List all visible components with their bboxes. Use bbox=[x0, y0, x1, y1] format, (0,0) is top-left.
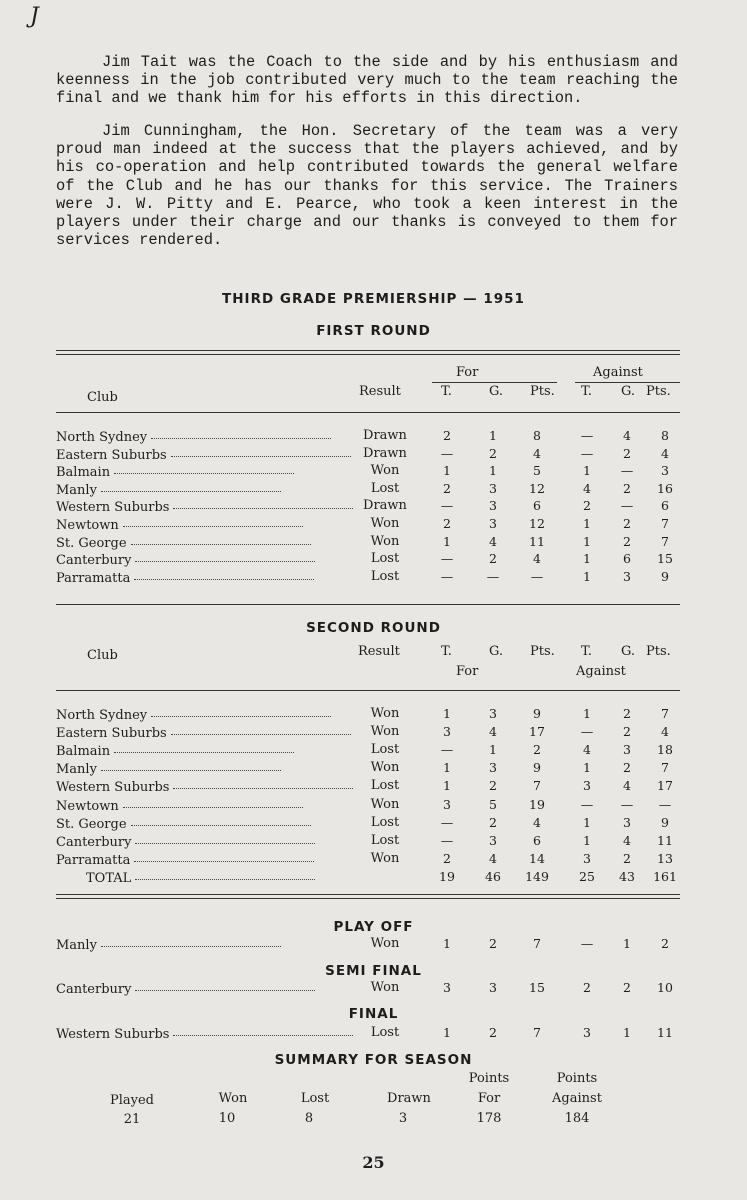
second-round-row-0-ft: 1 bbox=[443, 706, 451, 721]
second-round-row-5-ft: 3 bbox=[443, 796, 451, 812]
second-round-row-0-club-name: North Sydney bbox=[56, 708, 148, 723]
second-round-row-8-result: Won bbox=[370, 850, 400, 866]
second-round-row-1-at: — bbox=[580, 724, 594, 740]
first-round-row-1-club-name: Eastern Suburbs bbox=[56, 447, 167, 463]
second-round-against-label: Against bbox=[576, 664, 626, 679]
first-round-row-2-ap: 3 bbox=[661, 463, 669, 479]
first-round-for-header: For bbox=[456, 365, 479, 380]
first-round-row-2-result: Won bbox=[370, 463, 400, 479]
second-round-row-7-ap: 11 bbox=[657, 832, 673, 848]
first-round-row-2-ft: 1 bbox=[443, 463, 451, 479]
first-round-row-0-ft: 2 bbox=[443, 428, 451, 443]
second-round-total-club bbox=[86, 871, 315, 886]
first-round-row-3-fg: 3 bbox=[489, 480, 497, 496]
first-round-row-8-ap: 9 bbox=[661, 568, 669, 584]
rule-top-1 bbox=[56, 350, 680, 351]
first-round-row-5-ft: 2 bbox=[443, 516, 451, 531]
second-round-row-5-result: Won bbox=[370, 796, 400, 812]
first-round-row-6-ap: 7 bbox=[661, 533, 669, 549]
second-round-row-2-ag: 3 bbox=[623, 742, 631, 758]
first-round-row-8-result: Lost bbox=[370, 568, 400, 584]
points-for-value: 178 bbox=[476, 1111, 502, 1126]
second-round-against-pts-header: Pts. bbox=[646, 644, 671, 659]
rule-first-round-bottom bbox=[56, 604, 680, 605]
won-label: Won bbox=[218, 1091, 248, 1106]
first-round-row-3-fp: 12 bbox=[529, 480, 545, 496]
first-round-row-1-at: — bbox=[580, 445, 594, 461]
semi-final-club bbox=[56, 982, 315, 997]
final-fg: 2 bbox=[489, 1025, 497, 1040]
first-round-row-4-at: 2 bbox=[583, 498, 591, 514]
second-round-row-6-fp: 4 bbox=[533, 814, 541, 830]
second-round-row-3-fg: 3 bbox=[489, 760, 497, 776]
points-against-value: 184 bbox=[564, 1111, 590, 1126]
play-off-club bbox=[56, 938, 281, 953]
second-round-row-2-fp: 2 bbox=[533, 742, 541, 758]
first-round-row-7-club-name: Canterbury bbox=[56, 553, 132, 569]
play-off-ap: 2 bbox=[661, 936, 669, 951]
second-round-row-8-fp: 14 bbox=[529, 850, 545, 866]
first-round-row-7-result: Lost bbox=[370, 551, 400, 567]
play-off-fp: 7 bbox=[533, 936, 541, 951]
first-round-row-0-at: — bbox=[580, 428, 594, 443]
play-off-fg: 2 bbox=[489, 936, 497, 951]
second-round-row-1-ft: 3 bbox=[443, 724, 451, 740]
first-round-against-header: Against bbox=[593, 365, 643, 380]
first-round-row-6-fg: 4 bbox=[489, 533, 497, 549]
second-round-row-1-fp: 17 bbox=[529, 724, 545, 740]
second-round-row-4-ag: 4 bbox=[623, 778, 631, 794]
second-round-row-3-at: 1 bbox=[583, 760, 591, 776]
first-round-row-4-leader-dots bbox=[173, 508, 353, 509]
first-round-row-8-ft: — bbox=[440, 568, 454, 584]
final-fp: 7 bbox=[533, 1025, 541, 1040]
play-off-leader-dots bbox=[101, 946, 281, 947]
first-round-row-7-fp: 4 bbox=[533, 551, 541, 567]
summary-heading: SUMMARY FOR SEASON bbox=[274, 1052, 473, 1068]
second-round-against-g-header: G. bbox=[621, 644, 636, 659]
second-round-row-8-ap: 13 bbox=[657, 850, 673, 866]
first-round-row-0-club bbox=[56, 430, 331, 445]
corner-mark: J bbox=[30, 4, 39, 29]
second-round-row-4-ft: 1 bbox=[443, 778, 451, 794]
first-round-row-6-club-name: St. George bbox=[56, 535, 127, 551]
first-round-row-2-leader-dots bbox=[114, 473, 294, 474]
first-round-row-1-fp: 4 bbox=[533, 445, 541, 461]
first-round-row-4-fg: 3 bbox=[489, 498, 497, 514]
first-round-row-4-ft: — bbox=[440, 498, 454, 514]
second-round-for-label: For bbox=[456, 664, 479, 679]
second-round-for-pts-header: Pts. bbox=[530, 644, 555, 659]
second-round-row-7-club-name: Canterbury bbox=[56, 834, 132, 850]
first-round-row-7-ap: 15 bbox=[657, 551, 673, 567]
final-ag: 1 bbox=[623, 1025, 631, 1040]
first-round-row-4-result: Drawn bbox=[363, 498, 407, 514]
second-round-row-2-ft: — bbox=[440, 742, 454, 758]
semi-final-result: Won bbox=[370, 980, 400, 995]
first-round-row-4-fp: 6 bbox=[533, 498, 541, 514]
first-round-row-4-club-name: Western Suburbs bbox=[56, 500, 170, 516]
first-round-row-0-leader-dots bbox=[151, 438, 331, 439]
first-round-row-2-club-name: Balmain bbox=[56, 465, 111, 481]
second-round-row-3-club bbox=[56, 762, 281, 777]
rule-top-2 bbox=[56, 354, 680, 355]
first-round-row-3-ag: 2 bbox=[623, 480, 631, 496]
second-round-total-at: 25 bbox=[579, 869, 595, 884]
second-round-row-4-at: 3 bbox=[583, 778, 591, 794]
second-round-row-0-at: 1 bbox=[583, 706, 591, 721]
play-off-ft: 1 bbox=[443, 936, 451, 951]
first-round-row-0-result: Drawn bbox=[363, 428, 407, 443]
second-round-row-6-club-name: St. George bbox=[56, 816, 127, 832]
final-heading: FINAL bbox=[348, 1006, 399, 1022]
second-round-row-4-result: Lost bbox=[370, 778, 400, 794]
first-round-row-0-fp: 8 bbox=[533, 428, 541, 443]
played-value: 21 bbox=[123, 1112, 141, 1127]
second-round-row-4-club bbox=[56, 780, 353, 795]
first-round-row-1-result: Drawn bbox=[363, 445, 407, 461]
first-round-row-6-at: 1 bbox=[583, 533, 591, 549]
first-round-row-2-fg: 1 bbox=[489, 463, 497, 479]
first-round-for-t-header: T. bbox=[441, 384, 452, 399]
play-off-club-name: Manly bbox=[56, 938, 97, 953]
second-round-row-8-fg: 4 bbox=[489, 850, 497, 866]
first-round-row-1-ft: — bbox=[440, 445, 454, 461]
first-round-row-3-ft: 2 bbox=[443, 480, 451, 496]
second-round-row-8-club-name: Parramatta bbox=[56, 852, 131, 868]
second-round-row-7-ft: — bbox=[440, 832, 454, 848]
drawn-label: Drawn bbox=[387, 1091, 431, 1106]
second-round-row-6-ag: 3 bbox=[623, 814, 631, 830]
semi-final-ft: 3 bbox=[443, 980, 451, 995]
drawn-value: 3 bbox=[398, 1111, 408, 1126]
rule-total-2 bbox=[56, 898, 680, 899]
first-round-row-8-club bbox=[56, 571, 314, 586]
first-round-row-8-leader-dots bbox=[134, 579, 314, 580]
second-round-row-3-leader-dots bbox=[101, 770, 281, 771]
final-at: 3 bbox=[583, 1025, 591, 1040]
second-round-row-3-result: Won bbox=[370, 760, 400, 776]
second-round-row-2-ap: 18 bbox=[657, 742, 673, 758]
first-round-row-7-leader-dots bbox=[135, 561, 315, 562]
first-round-row-3-result: Lost bbox=[370, 480, 400, 496]
second-round-total-ag: 43 bbox=[619, 869, 635, 884]
second-round-row-6-ft: — bbox=[440, 814, 454, 830]
first-round-row-1-leader-dots bbox=[171, 456, 351, 457]
second-round-row-4-leader-dots bbox=[173, 788, 353, 789]
won-value: 10 bbox=[218, 1111, 236, 1126]
second-round-row-1-club-name: Eastern Suburbs bbox=[56, 726, 167, 742]
first-round-row-3-club-name: Manly bbox=[56, 482, 97, 498]
semi-final-ap: 10 bbox=[657, 980, 673, 995]
first-round-row-7-at: 1 bbox=[583, 551, 591, 567]
first-round-row-4-ap: 6 bbox=[661, 498, 669, 514]
second-round-row-2-at: 4 bbox=[583, 742, 591, 758]
second-round-row-8-ag: 2 bbox=[623, 850, 631, 866]
second-round-row-0-result: Won bbox=[370, 706, 400, 721]
first-round-row-0-fg: 1 bbox=[489, 428, 497, 443]
second-round-row-1-result: Won bbox=[370, 724, 400, 740]
second-round-row-1-ag: 2 bbox=[623, 724, 631, 740]
final-result: Lost bbox=[370, 1025, 400, 1040]
first-round-for-pts-header: Pts. bbox=[530, 384, 555, 399]
first-round-row-8-fg: — bbox=[486, 568, 500, 584]
played-label: Played bbox=[109, 1093, 154, 1108]
first-round-row-4-club bbox=[56, 500, 353, 515]
second-round-row-2-result: Lost bbox=[370, 742, 400, 758]
second-round-row-7-fp: 6 bbox=[533, 832, 541, 848]
points-for-label-1: Points bbox=[468, 1071, 510, 1086]
first-round-against-g-header: G. bbox=[621, 384, 636, 399]
for-underline bbox=[432, 382, 557, 383]
second-round-row-2-leader-dots bbox=[114, 752, 294, 753]
second-round-heading: SECOND ROUND bbox=[306, 620, 441, 636]
rule-total-1 bbox=[56, 894, 680, 895]
final-ft: 1 bbox=[443, 1025, 451, 1040]
first-round-row-8-fp: — bbox=[530, 568, 544, 584]
first-round-club-header: Club bbox=[87, 390, 118, 405]
lost-label: Lost bbox=[300, 1091, 330, 1106]
play-off-ag: 1 bbox=[623, 936, 631, 951]
second-round-total-ft: 19 bbox=[439, 869, 455, 884]
first-round-row-6-leader-dots bbox=[131, 544, 311, 545]
play-off-at: — bbox=[580, 936, 594, 951]
first-round-row-1-club bbox=[56, 448, 351, 463]
first-round-row-5-fp: 12 bbox=[529, 516, 545, 531]
first-round-against-t-header: T. bbox=[581, 384, 592, 399]
first-round-row-8-ag: 3 bbox=[623, 568, 631, 584]
second-round-row-0-leader-dots bbox=[151, 716, 331, 717]
page-number: 25 bbox=[362, 1153, 385, 1172]
intro-paragraph-1: Jim Tait was the Coach to the side and by his enthusiasm and keenness in the job contributed very much to the team reaching the final and we thank him for his efforts in this direction. bbox=[56, 53, 678, 108]
second-round-row-1-ap: 4 bbox=[661, 724, 669, 740]
second-round-row-0-club bbox=[56, 708, 331, 723]
second-round-row-6-club bbox=[56, 817, 311, 832]
first-round-row-0-club-name: North Sydney bbox=[56, 430, 148, 445]
second-round-total-club-name: TOTAL bbox=[86, 871, 132, 886]
second-round-row-5-fg: 5 bbox=[489, 796, 497, 812]
for-label: For bbox=[477, 1091, 501, 1106]
second-round-row-6-ap: 9 bbox=[661, 814, 669, 830]
semi-final-fp: 15 bbox=[529, 980, 545, 995]
first-round-row-7-fg: 2 bbox=[489, 551, 497, 567]
first-round-row-3-club bbox=[56, 483, 281, 498]
first-round-row-5-club bbox=[56, 518, 303, 533]
second-round-row-7-fg: 3 bbox=[489, 832, 497, 848]
first-round-row-7-club bbox=[56, 553, 315, 568]
semi-final-leader-dots bbox=[135, 990, 315, 991]
first-round-heading: FIRST ROUND bbox=[316, 323, 431, 339]
first-round-row-8-at: 1 bbox=[583, 568, 591, 584]
points-against-label-1: Points bbox=[556, 1071, 598, 1086]
first-round-result-header: Result bbox=[359, 384, 401, 399]
second-round-row-4-fg: 2 bbox=[489, 778, 497, 794]
semi-final-heading: SEMI FINAL bbox=[325, 963, 422, 979]
second-round-row-8-club bbox=[56, 853, 314, 868]
second-round-row-4-club-name: Western Suburbs bbox=[56, 780, 170, 796]
second-round-row-8-ft: 2 bbox=[443, 850, 451, 866]
second-round-row-0-ag: 2 bbox=[623, 706, 631, 721]
second-round-total-fg: 46 bbox=[485, 869, 501, 884]
first-round-row-1-ap: 4 bbox=[661, 445, 669, 461]
second-round-result-header: Result bbox=[358, 644, 400, 659]
first-round-row-2-ag: — bbox=[620, 463, 634, 479]
lost-value: 8 bbox=[304, 1111, 314, 1126]
first-round-row-5-leader-dots bbox=[123, 526, 303, 527]
first-round-row-5-club-name: Newtown bbox=[56, 518, 119, 533]
first-round-row-6-fp: 11 bbox=[529, 533, 545, 549]
second-round-row-2-club-name: Balmain bbox=[56, 744, 111, 760]
first-round-row-5-ap: 7 bbox=[661, 516, 669, 531]
final-club bbox=[56, 1027, 353, 1042]
second-round-row-5-leader-dots bbox=[123, 807, 303, 808]
second-round-row-5-ag: — bbox=[620, 796, 634, 812]
first-round-for-g-header: G. bbox=[489, 384, 504, 399]
play-off-result: Won bbox=[370, 936, 400, 951]
first-round-row-4-ag: — bbox=[620, 498, 634, 514]
against-underline bbox=[575, 382, 680, 383]
first-round-row-1-fg: 2 bbox=[489, 445, 497, 461]
first-round-row-1-ag: 2 bbox=[623, 445, 631, 461]
first-round-row-7-ag: 6 bbox=[623, 551, 631, 567]
second-round-row-3-club-name: Manly bbox=[56, 762, 97, 778]
first-round-row-3-ap: 16 bbox=[657, 480, 673, 496]
second-round-row-3-ft: 1 bbox=[443, 760, 451, 776]
second-round-row-7-at: 1 bbox=[583, 832, 591, 848]
first-round-row-3-at: 4 bbox=[583, 480, 591, 496]
second-round-row-1-club bbox=[56, 726, 351, 741]
second-round-row-7-result: Lost bbox=[370, 832, 400, 848]
second-round-row-2-fg: 1 bbox=[489, 742, 497, 758]
against-label: Against bbox=[552, 1091, 602, 1106]
rule-second-header-bottom bbox=[56, 690, 680, 691]
first-round-row-6-club bbox=[56, 536, 311, 551]
second-round-row-6-result: Lost bbox=[370, 814, 400, 830]
first-round-row-5-result: Won bbox=[370, 516, 400, 531]
intro-paragraph-2: Jim Cunningham, the Hon. Secretary of the team was a very proud man indeed at the success that the players achieved, and by his co-operation and help contributed towards the general welfare of the Club and he has our thanks for this service. The Trainers were J. W. Pitty and E. Pearce, who took a keen interest in the players under their charge and our thanks is conveyed to them for services rendered. bbox=[56, 122, 678, 250]
second-round-row-3-fp: 9 bbox=[533, 760, 541, 776]
second-round-row-5-at: — bbox=[580, 796, 594, 812]
first-round-row-2-fp: 5 bbox=[533, 463, 541, 479]
final-leader-dots bbox=[173, 1035, 353, 1036]
second-round-row-7-leader-dots bbox=[135, 843, 315, 844]
second-round-against-t-header: T. bbox=[581, 644, 592, 659]
second-round-row-6-at: 1 bbox=[583, 814, 591, 830]
first-round-row-3-leader-dots bbox=[101, 491, 281, 492]
page-title: THIRD GRADE PREMIERSHIP — 1951 bbox=[222, 291, 525, 307]
first-round-row-6-result: Won bbox=[370, 533, 400, 549]
second-round-row-7-club bbox=[56, 835, 315, 850]
second-round-row-0-ap: 7 bbox=[661, 706, 669, 721]
first-round-row-5-fg: 3 bbox=[489, 516, 497, 531]
second-round-total-ap: 161 bbox=[653, 869, 677, 884]
second-round-row-6-leader-dots bbox=[131, 825, 311, 826]
first-round-row-0-ap: 8 bbox=[661, 428, 669, 443]
second-round-for-g-header: G. bbox=[489, 644, 504, 659]
second-round-club-header: Club bbox=[87, 648, 118, 663]
first-round-row-5-ag: 2 bbox=[623, 516, 631, 531]
second-round-row-3-ap: 7 bbox=[661, 760, 669, 776]
second-round-total-fp: 149 bbox=[525, 869, 549, 884]
first-round-row-6-ft: 1 bbox=[443, 533, 451, 549]
second-round-row-5-club bbox=[56, 799, 303, 814]
second-round-row-8-leader-dots bbox=[134, 861, 314, 862]
first-round-row-0-ag: 4 bbox=[623, 428, 631, 443]
semi-final-at: 2 bbox=[583, 980, 591, 995]
second-round-row-1-fg: 4 bbox=[489, 724, 497, 740]
final-ap: 11 bbox=[657, 1025, 673, 1040]
first-round-row-5-at: 1 bbox=[583, 516, 591, 531]
second-round-row-0-fp: 9 bbox=[533, 706, 541, 721]
semi-final-fg: 3 bbox=[489, 980, 497, 995]
second-round-row-5-ap: — bbox=[658, 796, 672, 812]
second-round-row-2-club bbox=[56, 744, 294, 759]
second-round-row-6-fg: 2 bbox=[489, 814, 497, 830]
first-round-row-2-at: 1 bbox=[583, 463, 591, 479]
play-off-heading: PLAY OFF bbox=[333, 919, 414, 935]
second-round-row-4-fp: 7 bbox=[533, 778, 541, 794]
second-round-row-1-leader-dots bbox=[171, 734, 351, 735]
first-round-row-2-club bbox=[56, 465, 294, 480]
second-round-row-8-at: 3 bbox=[583, 850, 591, 866]
second-round-row-5-club-name: Newtown bbox=[56, 798, 119, 814]
second-round-row-0-fg: 3 bbox=[489, 706, 497, 721]
first-round-row-6-ag: 2 bbox=[623, 533, 631, 549]
second-round-row-5-fp: 19 bbox=[529, 796, 545, 812]
semi-final-ag: 2 bbox=[623, 980, 631, 995]
second-round-row-3-ag: 2 bbox=[623, 760, 631, 776]
first-round-against-pts-header: Pts. bbox=[646, 384, 671, 399]
semi-final-club-name: Canterbury bbox=[56, 982, 132, 997]
second-round-row-7-ag: 4 bbox=[623, 832, 631, 848]
second-round-total-leader-dots bbox=[135, 879, 315, 880]
first-round-row-8-club-name: Parramatta bbox=[56, 570, 131, 586]
final-club-name: Western Suburbs bbox=[56, 1027, 170, 1042]
rule-header-bottom bbox=[56, 412, 680, 413]
second-round-for-t-header: T. bbox=[441, 644, 452, 659]
first-round-row-7-ft: — bbox=[440, 551, 454, 567]
second-round-row-4-ap: 17 bbox=[657, 778, 673, 794]
